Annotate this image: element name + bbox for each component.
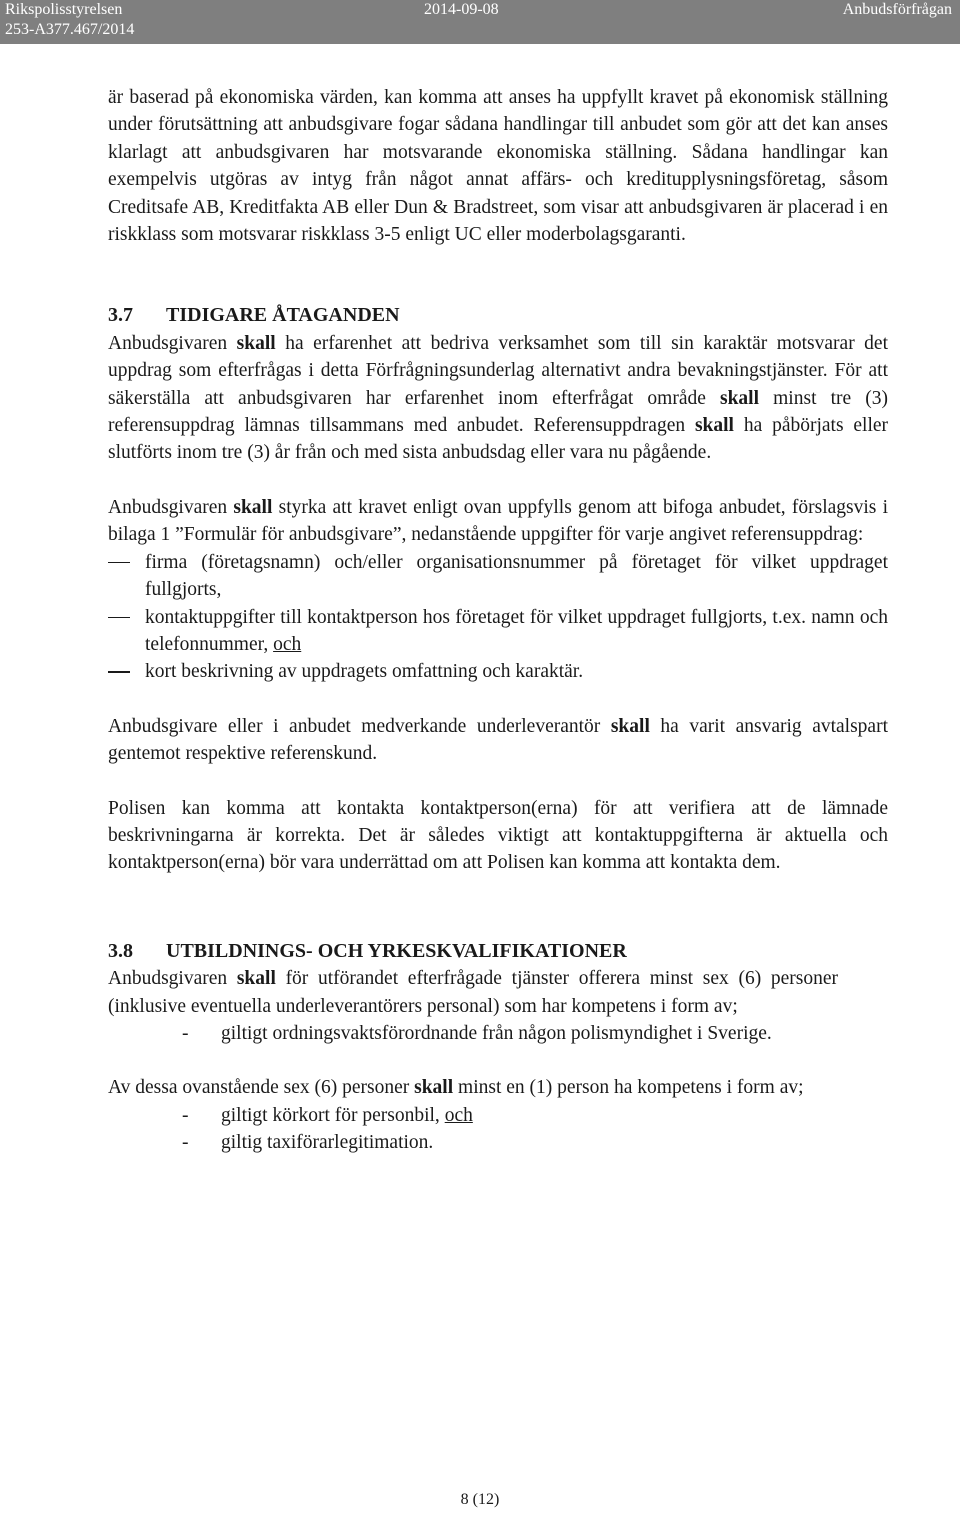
list-marker: - xyxy=(182,1104,189,1126)
section-heading-3-7 xyxy=(108,302,888,329)
text-run: Anbudsgivare eller i anbudet medverkande underleverantör xyxy=(108,715,601,737)
text-run: Anbudsgivaren xyxy=(108,332,228,354)
document-body xyxy=(108,84,888,1157)
list-item xyxy=(108,1129,838,1156)
emphasis-skall: skall xyxy=(414,1077,454,1099)
text-run: för utförandet efterfrågade tjänster offerera minst sex (6) personer (inklusive eventuella underleverantörers personal) som har kompetens i form av; xyxy=(108,968,839,1017)
emphasis-skall: skall xyxy=(233,496,273,518)
document-date: 2014-09-08 xyxy=(424,1,499,18)
text-run: giltigt körkort för personbil, xyxy=(221,1104,440,1126)
emphasis-skall: skall xyxy=(694,415,734,437)
link-och[interactable]: och xyxy=(273,633,302,655)
organization-name: Rikspolisstyrelsen xyxy=(5,1,123,18)
competence-list-2 xyxy=(108,1102,838,1157)
text-run: ha varit ansvarig avtalspart gentemot respektive referenskund. xyxy=(108,715,888,765)
emphasis-skall: skall xyxy=(610,715,650,737)
paragraph-verification: Polisen kan komma att kontakta kontaktperson(erna) för att verifiera att de lämnade beskrivningarna är korrekta. Det är således viktigt att kontaktuppgifterna är aktuella och kontaktperson(erna) bör vara underrättad om att Polisen kan komma att kontakta dem. xyxy=(108,797,888,874)
section-heading-3-8 xyxy=(108,938,888,965)
intro-paragraph: är baserad på ekonomiska värden, kan komma att anses ha uppfyllt kravet på ekonomisk ställning under förutsättning att anbudsgivare fogar sådana handlingar till anbudet som gör att det kan anses klarlagt att anbudsgivaren har motsvarande ekonomiska ställning. Sådana handlingar kan exempelvis utgöras av intyg från något annat affärs- och kreditupplysningsföretag, såsom Creditsafe AB, Kreditfakta AB eller Dun & Bradstreet, som visar att anbudsgivaren är placerad i en riskklass som motsvarar riskklass 3-5 enligt UC eller moderbolagsgaranti. xyxy=(108,87,888,246)
list-marker: - xyxy=(182,1132,189,1154)
reference-requirements-list xyxy=(108,549,888,686)
text-run: ha erfarenhet att bedriva verksamhet som till sin karaktär motsvarar det uppdrag som efterfrågas i detta Förfrågningsunderlag alternativt andra bevakningstjänster. För att säkerställa att anbudsgivaren har erfarenhet inom efterfrågat område xyxy=(108,332,889,409)
section-title: UTBILDNINGS- OCH YRKESKVALIFIKATIONER xyxy=(166,939,627,962)
section-number: 3.8 xyxy=(108,939,133,962)
text-run: minst tre (3) referensuppdrag lämnas tillsammans med anbudet. Referensuppdragen xyxy=(108,387,888,437)
text-run: styrka att kravet enligt ovan uppfylls genom att bifoga anbudet, förslagsvis i bilaga 1 ”Formulär för anbudsgivare”, nedanstående uppgifter för varje angivet referensuppdrag: xyxy=(108,496,888,546)
emphasis-skall: skall xyxy=(236,332,276,354)
page-number: 8 (12) xyxy=(460,1491,500,1508)
list-item xyxy=(108,1102,838,1129)
list-item xyxy=(108,1020,838,1047)
link-och[interactable]: och xyxy=(444,1104,473,1126)
text-run: giltig taxiförarlegitimation. xyxy=(221,1132,434,1154)
paragraph-driver xyxy=(108,1074,838,1101)
paragraph-references xyxy=(108,494,888,549)
paragraph-staff xyxy=(108,965,838,1020)
list-item xyxy=(108,604,888,659)
emphasis-skall: skall xyxy=(236,968,276,990)
list-item: kort beskrivning av uppdragets omfattning och karaktär. xyxy=(108,658,888,685)
text-run: minst en (1) person ha kompetens i form av; xyxy=(458,1077,804,1099)
paragraph-subcontractor xyxy=(108,713,888,768)
list-marker: - xyxy=(182,1022,189,1044)
reference-number: 253-A377.467/2014 xyxy=(5,21,135,38)
text-run: kontaktuppgifter till kontaktperson hos företaget för vilket uppdraget fullgjorts, t.ex. namn och telefonnummer, xyxy=(145,606,888,655)
paragraph-experience xyxy=(108,330,888,467)
text-run: Anbudsgivaren xyxy=(108,968,228,990)
section-title: TIDIGARE ÅTAGANDEN xyxy=(166,304,400,327)
header-bar xyxy=(0,0,960,44)
competence-list-1 xyxy=(108,1020,838,1047)
text-run: Av dessa ovanstående sex (6) personer xyxy=(108,1077,410,1099)
text-run: Anbudsgivaren xyxy=(108,496,228,518)
text-run: ha påbörjats eller slutförts inom tre (3) år från och med sista anbudsdag eller vara nu pågående. xyxy=(108,415,889,464)
text-run: giltigt ordningsvaktsförordnande från någon polismyndighet i Sverige. xyxy=(221,1022,772,1044)
document-type: Anbudsförfrågan xyxy=(842,1,952,18)
section-number: 3.7 xyxy=(108,304,133,327)
emphasis-skall: skall xyxy=(720,387,760,409)
list-item: firma (företagsnamn) och/eller organisationsnummer på företaget för vilket uppdraget fullgjorts, xyxy=(108,549,888,604)
